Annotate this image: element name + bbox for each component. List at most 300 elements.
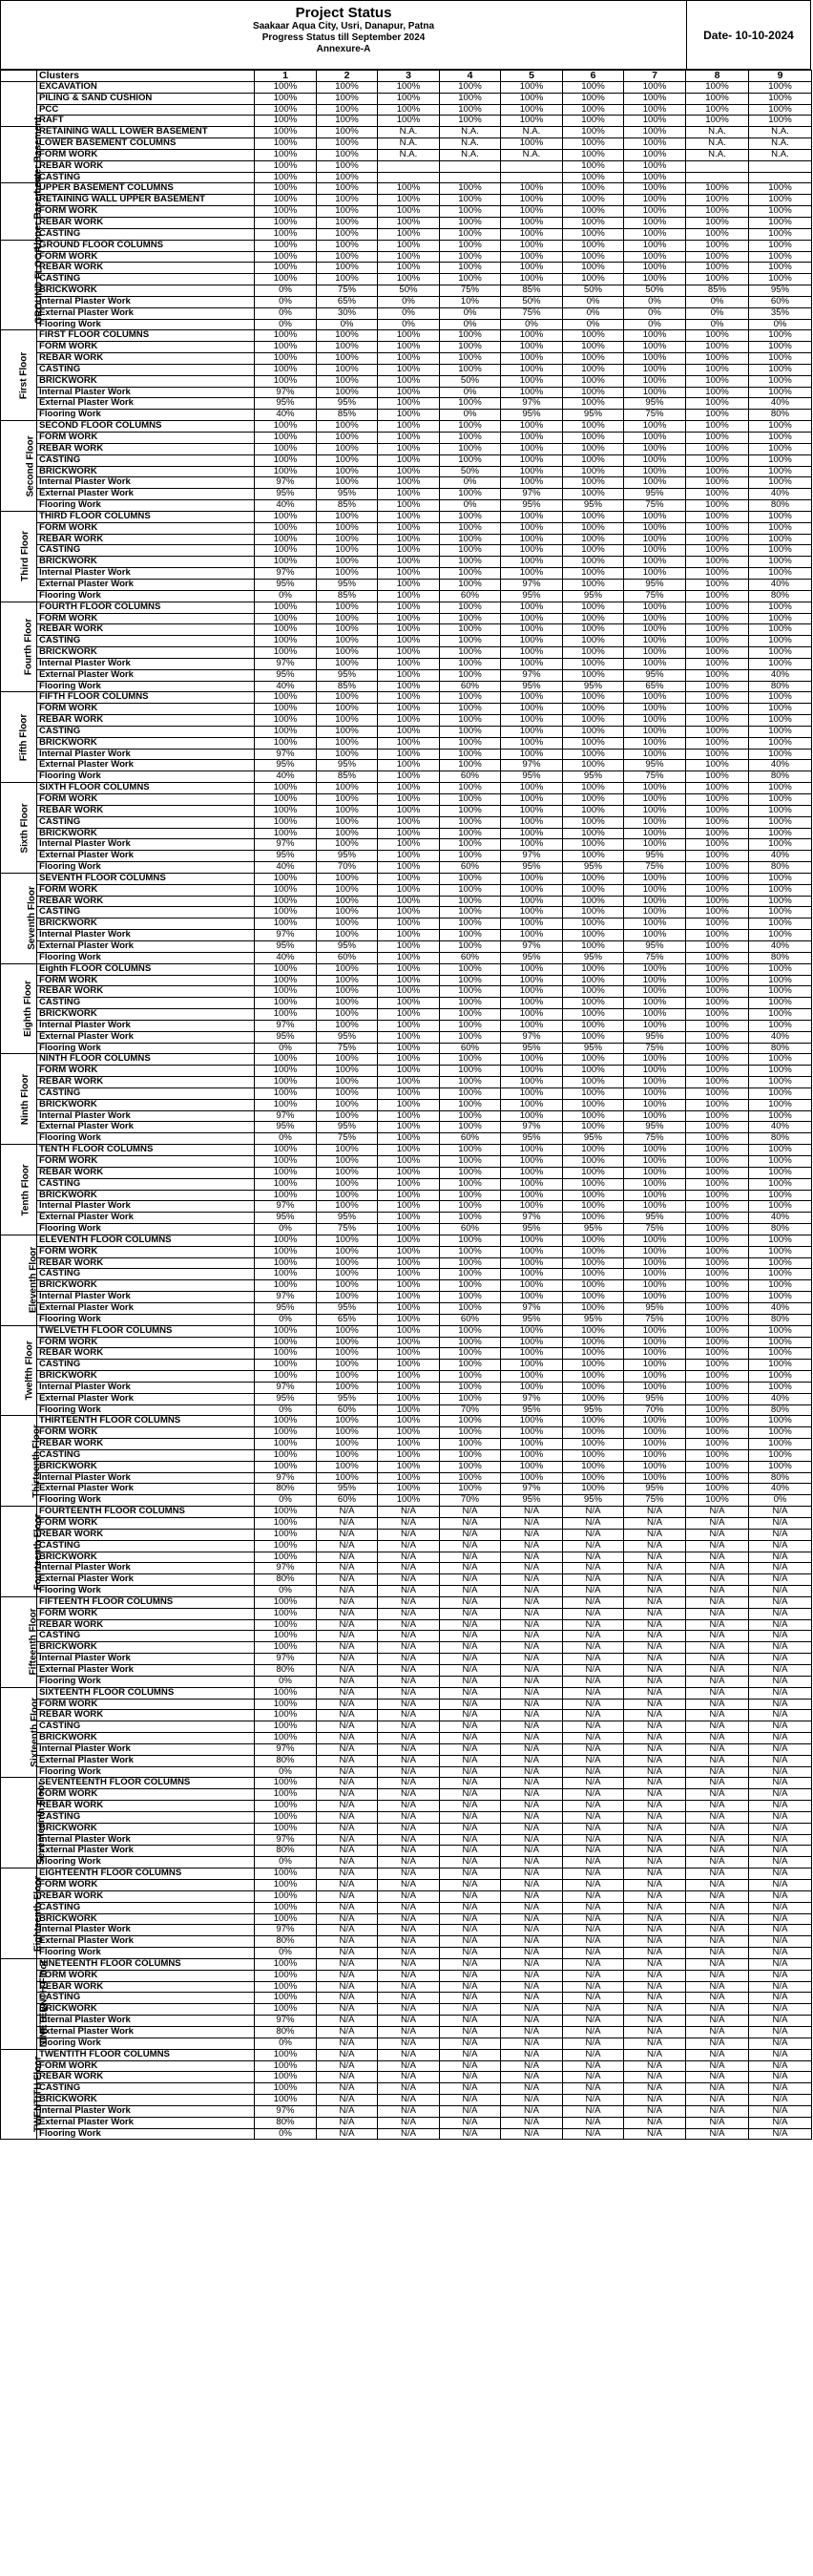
progress-cell: N/A [563, 2060, 624, 2072]
activity-label: TWELVETH FLOOR COLUMNS [37, 1325, 255, 1337]
progress-cell: 100% [624, 1009, 686, 1021]
activity-label: FORM WORK [37, 794, 255, 806]
progress-cell: 100% [440, 816, 501, 828]
progress-cell: 95% [563, 1224, 624, 1235]
progress-cell: N/A [624, 1654, 686, 1665]
progress-cell: N/A [686, 2049, 749, 2060]
activity-label: REBAR WORK [37, 2072, 255, 2083]
progress-cell: N/A [378, 1676, 440, 1687]
progress-cell: 100% [378, 1337, 440, 1348]
progress-cell: 100% [563, 963, 624, 975]
table-row [1, 1766, 812, 1778]
progress-cell: N/A [686, 1857, 749, 1869]
progress-cell: N/A [624, 2105, 686, 2117]
progress-cell: 100% [378, 116, 440, 127]
progress-cell: 100% [317, 433, 378, 444]
activity-label: Flooring Work [37, 1495, 255, 1507]
progress-cell: 100% [255, 1360, 317, 1371]
activity-label: REBAR WORK [37, 217, 255, 228]
table-row [1, 1801, 812, 1812]
progress-cell: 100% [501, 522, 563, 534]
progress-cell: 100% [255, 1269, 317, 1280]
progress-cell: N/A [624, 1608, 686, 1619]
progress-cell: 100% [749, 104, 812, 116]
progress-cell: 0% [440, 387, 501, 398]
progress-cell: N/A [686, 1811, 749, 1823]
progress-cell: 100% [440, 613, 501, 624]
progress-cell: 100% [501, 1009, 563, 1021]
progress-cell: 100% [501, 884, 563, 896]
activity-label: SECOND FLOOR COLUMNS [37, 421, 255, 433]
progress-cell: N/A [749, 1540, 812, 1552]
floor-group-label: Upper Basement [32, 173, 44, 250]
progress-cell: N/A [440, 1958, 501, 1970]
progress-cell: 100% [255, 228, 317, 240]
activity-label: FORM WORK [37, 1427, 255, 1439]
table-row [1, 375, 812, 387]
progress-cell: N/A [501, 1902, 563, 1913]
table-row [1, 658, 812, 669]
progress-cell: 100% [255, 545, 317, 557]
progress-cell: N/A [563, 1880, 624, 1891]
activity-label: FOURTH FLOOR COLUMNS [37, 602, 255, 613]
progress-cell: 100% [686, 613, 749, 624]
progress-cell: N/A [440, 1619, 501, 1631]
progress-cell: N/A [378, 1721, 440, 1733]
progress-cell: 100% [624, 1178, 686, 1190]
progress-cell: N/A [563, 1913, 624, 1925]
progress-cell: 100% [378, 963, 440, 975]
table-row [1, 466, 812, 477]
progress-cell: 95% [501, 952, 563, 963]
activity-label: GROUND FLOOR COLUMNS [37, 240, 255, 251]
progress-cell [440, 172, 501, 183]
progress-cell: N/A [378, 1507, 440, 1518]
progress-cell: N/A [378, 2016, 440, 2027]
progress-cell: N/A [686, 1619, 749, 1631]
progress-cell: 100% [440, 873, 501, 884]
table-row [1, 568, 812, 580]
progress-cell: 100% [255, 1257, 317, 1269]
progress-cell: N/A [686, 2072, 749, 2083]
progress-cell: 100% [440, 918, 501, 930]
progress-cell: 100% [378, 1257, 440, 1269]
progress-cell: 100% [501, 1201, 563, 1213]
progress-cell: 100% [749, 195, 812, 206]
progress-cell: N/A [378, 1970, 440, 1981]
progress-cell: 100% [501, 692, 563, 704]
progress-cell: N/A [317, 1913, 378, 1925]
progress-cell: N.A. [378, 127, 440, 138]
progress-cell: 100% [624, 1360, 686, 1371]
progress-cell: 100% [255, 195, 317, 206]
progress-cell: N/A [749, 2117, 812, 2128]
table-row [1, 2072, 812, 2083]
progress-cell [501, 160, 563, 172]
progress-cell: 100% [624, 1246, 686, 1257]
progress-cell: 100% [749, 1077, 812, 1088]
report-date: Date- 10-10-2024 [703, 28, 794, 42]
progress-cell: 100% [440, 749, 501, 760]
progress-cell: 95% [563, 1495, 624, 1507]
progress-cell: 100% [501, 353, 563, 365]
progress-cell: 100% [624, 1156, 686, 1168]
progress-cell: N/A [686, 1925, 749, 1936]
progress-cell: N/A [686, 2004, 749, 2016]
progress-cell: 100% [317, 873, 378, 884]
progress-cell: N/A [686, 1890, 749, 1902]
progress-cell: 100% [686, 805, 749, 816]
progress-cell: 100% [378, 1461, 440, 1472]
progress-cell: 100% [440, 715, 501, 727]
progress-cell: N/A [624, 1574, 686, 1586]
progress-cell: 100% [317, 1325, 378, 1337]
progress-cell: 100% [686, 183, 749, 195]
progress-cell: N/A [501, 1834, 563, 1846]
progress-cell: 100% [563, 794, 624, 806]
progress-cell: 100% [317, 375, 378, 387]
progress-cell: 95% [624, 398, 686, 410]
progress-cell: 100% [440, 1325, 501, 1337]
progress-cell: 0% [440, 307, 501, 319]
progress-cell: N/A [317, 2083, 378, 2095]
progress-cell: N/A [378, 2083, 440, 2095]
progress-cell: 70% [317, 862, 378, 874]
progress-cell: 100% [686, 387, 749, 398]
progress-cell: N/A [686, 1789, 749, 1801]
progress-cell: 100% [440, 658, 501, 669]
progress-cell: N/A [563, 2072, 624, 2083]
progress-cell: N/A [624, 1586, 686, 1597]
progress-cell: 100% [255, 1167, 317, 1178]
progress-cell: 100% [255, 1280, 317, 1292]
floor-group-cell [1, 421, 37, 512]
progress-cell: N/A [563, 2004, 624, 2016]
progress-cell: 100% [378, 206, 440, 218]
progress-cell: N.A. [378, 138, 440, 150]
progress-cell: 100% [440, 737, 501, 749]
activity-label: Flooring Work [37, 1224, 255, 1235]
progress-cell: N/A [317, 1608, 378, 1619]
progress-cell: N/A [563, 1608, 624, 1619]
progress-cell: 40% [255, 681, 317, 692]
progress-cell: 100% [501, 624, 563, 636]
activity-label: External Plaster Work [37, 307, 255, 319]
progress-cell: 100% [563, 1156, 624, 1168]
progress-cell: 60% [440, 590, 501, 602]
progress-cell: 100% [624, 907, 686, 918]
progress-cell: N/A [378, 1631, 440, 1642]
progress-cell: 100% [501, 454, 563, 466]
progress-cell: 100% [501, 1235, 563, 1246]
progress-cell: 100% [255, 1427, 317, 1439]
progress-cell: 100% [378, 1099, 440, 1110]
table-row [1, 907, 812, 918]
progress-cell: 80% [255, 1846, 317, 1857]
table-row [1, 602, 812, 613]
progress-cell: N/A [686, 2016, 749, 2027]
progress-cell: N/A [624, 1993, 686, 2004]
progress-cell: N/A [563, 1869, 624, 1880]
progress-cell: 100% [317, 127, 378, 138]
progress-cell: 100% [440, 1235, 501, 1246]
progress-cell: 100% [563, 975, 624, 986]
progress-cell: 0% [255, 307, 317, 319]
progress-cell: N/A [501, 2117, 563, 2128]
progress-cell: 100% [255, 330, 317, 342]
progress-cell: N/A [563, 1721, 624, 1733]
activity-label: Flooring Work [37, 1586, 255, 1597]
table-row [1, 828, 812, 839]
progress-cell: N/A [686, 1642, 749, 1654]
progress-cell: 100% [563, 387, 624, 398]
progress-cell: 95% [317, 940, 378, 952]
table-row [1, 228, 812, 240]
progress-cell: N/A [440, 2072, 501, 2083]
progress-cell: N/A [749, 1699, 812, 1710]
progress-cell: 100% [255, 443, 317, 454]
table-row [1, 715, 812, 727]
progress-cell: N/A [501, 1733, 563, 1744]
progress-cell: N/A [686, 1981, 749, 1993]
progress-cell: 100% [440, 81, 501, 93]
progress-cell: 97% [255, 2105, 317, 2117]
progress-cell: 100% [686, 760, 749, 771]
progress-cell: 0% [255, 1948, 317, 1959]
progress-cell: 100% [749, 387, 812, 398]
floor-group-label: First Floor [18, 351, 30, 400]
progress-cell: 75% [624, 1314, 686, 1325]
progress-cell: N/A [749, 1880, 812, 1891]
progress-cell: 100% [501, 387, 563, 398]
progress-cell: 100% [501, 364, 563, 375]
activity-label: FORM WORK [37, 1880, 255, 1891]
progress-cell: 100% [563, 160, 624, 172]
progress-cell: 0% [255, 1314, 317, 1325]
progress-cell: N/A [440, 1755, 501, 1766]
progress-cell: 100% [686, 93, 749, 104]
progress-cell: 100% [501, 783, 563, 794]
progress-cell: 100% [501, 375, 563, 387]
progress-cell: 100% [378, 1439, 440, 1450]
progress-cell: 100% [749, 454, 812, 466]
progress-cell: N/A [686, 2083, 749, 2095]
progress-cell: 80% [255, 1755, 317, 1766]
progress-cell: 100% [686, 1393, 749, 1404]
progress-cell: 100% [624, 602, 686, 613]
progress-cell: N/A [440, 1778, 501, 1789]
progress-cell: 100% [563, 647, 624, 659]
table-row [1, 1246, 812, 1257]
progress-cell: 100% [624, 998, 686, 1009]
activity-label: FORM WORK [37, 149, 255, 160]
progress-cell: 100% [749, 1201, 812, 1213]
progress-cell: N/A [501, 1586, 563, 1597]
progress-cell: 100% [440, 263, 501, 274]
progress-cell: N/A [563, 2117, 624, 2128]
progress-cell: N/A [378, 1540, 440, 1552]
progress-cell: 100% [624, 1110, 686, 1122]
progress-cell: N/A [563, 1902, 624, 1913]
progress-cell: 100% [686, 940, 749, 952]
table-row [1, 1449, 812, 1461]
activity-label: BRICKWORK [37, 2004, 255, 2016]
activity-label: REBAR WORK [37, 1167, 255, 1178]
progress-cell: 100% [440, 93, 501, 104]
progress-cell: 100% [624, 127, 686, 138]
progress-cell: N/A [624, 1834, 686, 1846]
progress-cell: 100% [563, 443, 624, 454]
progress-cell: 100% [686, 930, 749, 941]
progress-cell: N/A [624, 1710, 686, 1721]
progress-cell: N/A [624, 1596, 686, 1608]
progress-cell: 100% [749, 1360, 812, 1371]
progress-cell: 100% [749, 613, 812, 624]
progress-cell: 100% [563, 557, 624, 568]
progress-cell: N/A [686, 1958, 749, 1970]
progress-cell: 95% [563, 410, 624, 421]
progress-cell: N/A [440, 1970, 501, 1981]
progress-cell: 100% [255, 1337, 317, 1348]
progress-cell: N/A [686, 1902, 749, 1913]
progress-cell: 100% [378, 940, 440, 952]
progress-cell: 100% [686, 839, 749, 851]
progress-cell: N/A [378, 1687, 440, 1699]
progress-cell: 100% [378, 1360, 440, 1371]
progress-cell: N/A [378, 1596, 440, 1608]
progress-cell: 100% [255, 1913, 317, 1925]
progress-cell: 100% [317, 557, 378, 568]
table-row [1, 963, 812, 975]
progress-cell: 100% [563, 1257, 624, 1269]
progress-cell: 100% [501, 873, 563, 884]
progress-cell: 100% [686, 353, 749, 365]
table-row [1, 613, 812, 624]
progress-cell: N/A [749, 1608, 812, 1619]
progress-cell [378, 160, 440, 172]
floor-group-label: Seventeenth Floor [36, 1781, 48, 1865]
progress-cell: 95% [317, 1302, 378, 1314]
progress-cell: 100% [749, 1325, 812, 1337]
table-row [1, 1325, 812, 1337]
progress-cell: 100% [686, 433, 749, 444]
progress-cell: 97% [501, 1302, 563, 1314]
progress-cell: 95% [624, 760, 686, 771]
activity-label: External Plaster Work [37, 1846, 255, 1857]
progress-cell: 97% [255, 568, 317, 580]
table-row [1, 1552, 812, 1563]
progress-cell: 100% [624, 986, 686, 998]
progress-cell: 100% [440, 579, 501, 590]
progress-cell: 100% [563, 1280, 624, 1292]
progress-cell: 65% [317, 296, 378, 307]
progress-cell: 100% [440, 963, 501, 975]
progress-cell: 100% [624, 975, 686, 986]
progress-cell: N/A [686, 1743, 749, 1755]
progress-cell: 97% [501, 1484, 563, 1495]
progress-cell: 100% [378, 364, 440, 375]
progress-cell: 100% [255, 1596, 317, 1608]
progress-cell: 100% [749, 1348, 812, 1360]
progress-cell: 100% [501, 1190, 563, 1201]
progress-cell: 100% [317, 522, 378, 534]
progress-cell: 100% [440, 183, 501, 195]
progress-cell: 100% [686, 500, 749, 512]
progress-cell: 100% [255, 1958, 317, 1970]
progress-cell: 100% [501, 1427, 563, 1439]
progress-cell: 100% [686, 715, 749, 727]
progress-cell: 100% [440, 602, 501, 613]
progress-cell: 100% [501, 805, 563, 816]
table-row [1, 93, 812, 104]
progress-cell: N/A [563, 1540, 624, 1552]
progress-cell: 95% [501, 862, 563, 874]
progress-cell: 100% [749, 364, 812, 375]
activity-label: External Plaster Work [37, 1574, 255, 1586]
progress-cell: 100% [440, 760, 501, 771]
progress-cell: 100% [686, 511, 749, 522]
activity-label: External Plaster Work [37, 1122, 255, 1133]
progress-cell: 100% [501, 195, 563, 206]
header-title-block [1, 1, 687, 69]
progress-cell: N/A [317, 2095, 378, 2106]
progress-cell: 70% [624, 1404, 686, 1416]
progress-cell: N/A [624, 1778, 686, 1789]
progress-cell: 100% [440, 1269, 501, 1280]
progress-cell: 100% [378, 443, 440, 454]
progress-cell: 95% [501, 771, 563, 783]
progress-cell: 100% [440, 1280, 501, 1292]
progress-cell: 100% [563, 116, 624, 127]
progress-cell: N/A [317, 1834, 378, 1846]
progress-cell: 100% [317, 816, 378, 828]
progress-cell: N/A [440, 1890, 501, 1902]
progress-cell: N/A [317, 2038, 378, 2049]
progress-cell: 100% [624, 963, 686, 975]
progress-cell: 100% [317, 998, 378, 1009]
progress-cell: 0% [255, 1857, 317, 1869]
progress-cell: 100% [501, 1269, 563, 1280]
progress-cell: 100% [440, 1099, 501, 1110]
progress-cell: N/A [378, 2038, 440, 2049]
progress-cell: N/A [317, 1507, 378, 1518]
progress-cell: 100% [563, 658, 624, 669]
progress-cell: 100% [440, 330, 501, 342]
progress-cell: 100% [440, 274, 501, 285]
progress-cell: 0% [255, 1766, 317, 1778]
table-row [1, 1619, 812, 1631]
progress-cell: 100% [563, 1427, 624, 1439]
progress-cell: N/A [624, 1642, 686, 1654]
progress-cell: 97% [255, 658, 317, 669]
progress-cell: 100% [317, 602, 378, 613]
progress-cell: N/A [686, 1766, 749, 1778]
progress-cell: 100% [440, 1461, 501, 1472]
progress-cell: 100% [686, 1439, 749, 1450]
table-row [1, 1145, 812, 1156]
progress-cell: 100% [749, 1054, 812, 1066]
table-row [1, 2038, 812, 2049]
table-row [1, 940, 812, 952]
progress-cell: 100% [624, 228, 686, 240]
progress-cell: 100% [686, 1122, 749, 1133]
progress-cell: N/A [749, 2060, 812, 2072]
activity-label: LOWER BASEMENT COLUMNS [37, 138, 255, 150]
progress-cell: N/A [749, 1958, 812, 1970]
progress-cell: N/A [317, 1857, 378, 1869]
progress-cell: 100% [378, 1054, 440, 1066]
activity-label: REBAR WORK [37, 805, 255, 816]
